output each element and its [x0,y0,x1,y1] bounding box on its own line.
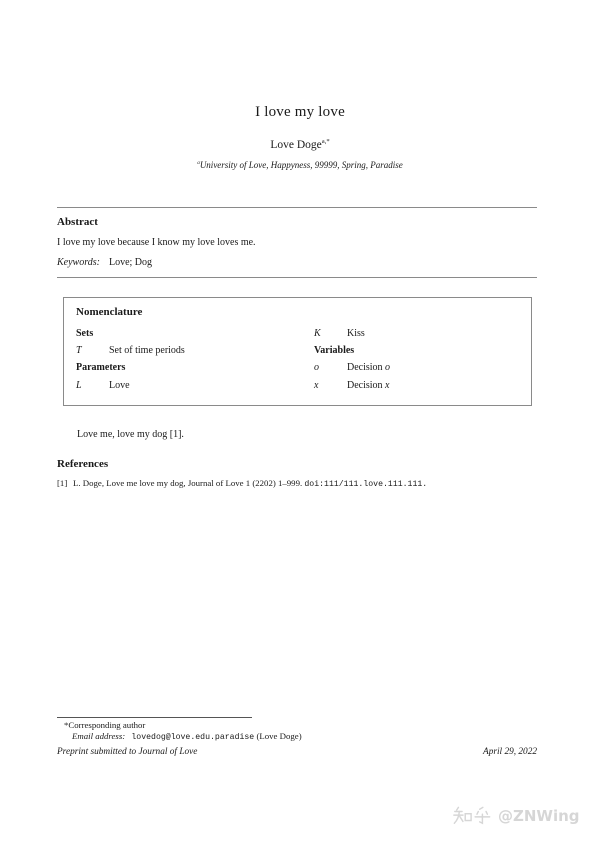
author-superscript: a,* [321,138,330,146]
nomenclature-entry-decision-o [314,359,524,376]
reference-marker: [1] [57,478,68,488]
watermark [453,806,580,826]
nomenclature-entry-kiss [314,325,524,342]
paper-title: I love my love [255,104,345,120]
reference-doi: doi:111/111.love.111.111. [304,480,428,489]
email-address: lovedog@love.edu.paradise [131,732,255,742]
entry-desc-math-o: o [385,362,391,374]
abstract-body: I love my love because I know my love loves me. [57,237,256,248]
references-heading: References [57,458,109,470]
footer-line [57,747,537,757]
affiliation-text: University of Love, Happyness, 99999, Spring, Paradise [199,160,403,170]
entry-desc: Decision [347,379,383,391]
email-suffix: (Love Doge) [256,730,302,741]
email-label: Email address: [72,730,126,741]
abstract-section [57,207,537,278]
preprint-note: Preprint submitted to Journal of Love [57,747,198,757]
nomenclature-group-parameters: Parameters [76,362,126,374]
nomenclature-group-variables: Variables [314,345,355,357]
entry-desc: Kiss [347,328,365,339]
reference-text [73,478,427,489]
author-name: Love Doge [270,139,322,151]
footer-date: April 29, 2022 [483,747,537,757]
corresponding-author-note: *Corresponding author [64,720,146,730]
entry-desc: Love [109,379,130,391]
body-paragraph: Love me, love my dog [1]. [77,429,184,440]
symbol-o: o [314,362,319,374]
footnote-rule [57,717,252,718]
entry-desc: Decision [347,362,383,374]
abstract-heading: Abstract [57,216,98,228]
nomenclature-group-sets: Sets [76,328,94,339]
nomenclature-left-column [76,325,301,394]
reference-citation: L. Doge, Love me love my dog, Journal of Love 1 (2202) 1–999. [73,478,305,488]
affiliation-line [0,160,600,170]
keywords-value: Love; Dog [108,257,153,268]
zhihu-logo-cjk-icon [453,806,491,826]
nomenclature-box [63,297,532,406]
watermark-handle: @ZNWing [498,807,580,825]
keywords-label: Keywords: [57,257,100,268]
symbol-x: x [314,379,319,391]
nomenclature-right-column [314,325,524,394]
symbol-K: K [314,328,321,339]
nomenclature-entry-love [76,377,301,394]
nomenclature-entry-time-periods [76,342,301,359]
symbol-script-T: T [76,345,82,357]
entry-desc-math-x: x [385,379,390,391]
email-line [72,731,302,742]
keywords-line [57,257,537,268]
affiliation-superscript: a [197,160,200,166]
symbol-L: L [76,379,82,391]
nomenclature-entry-decision-x [314,377,524,394]
entry-desc: Set of time periods [109,345,185,357]
author-line [0,139,600,151]
nomenclature-heading: Nomenclature [76,306,143,318]
reference-item-1 [57,478,537,489]
